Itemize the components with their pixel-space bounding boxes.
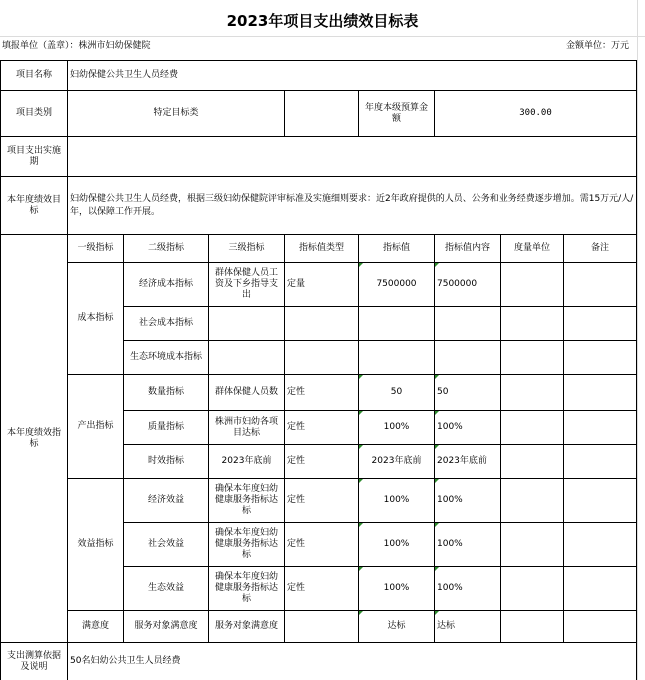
calculation-basis-label: 支出测算依据及说明 — [6, 650, 61, 672]
level1-output: 产出指标 — [77, 421, 114, 431]
unit-cell — [501, 611, 563, 642]
value-type-cell: 定量 — [287, 279, 306, 289]
unit-cell — [501, 341, 563, 374]
cell-flag-marker — [359, 445, 363, 449]
level3-cell: 2023年底前 — [221, 456, 272, 466]
header-value-content: 指标值内容 — [444, 243, 490, 253]
value-content-cell: 7500000 — [437, 279, 478, 289]
level3-cell: 确保本年度妇幼健康服务指标达标 — [214, 484, 278, 516]
unit-cell — [501, 479, 563, 522]
value-content-cell: 2023年底前 — [437, 456, 487, 466]
remark-cell — [564, 445, 636, 478]
budget-label: 年度本级预算金额 — [364, 102, 428, 124]
value-type-cell: 定性 — [287, 387, 306, 397]
project-name-label: 项目名称 — [15, 70, 52, 80]
cell-flag-marker — [359, 375, 363, 379]
remark-cell — [564, 523, 636, 566]
remark-cell — [564, 375, 636, 410]
level1-satisfaction: 满意度 — [81, 621, 109, 631]
remark-cell — [564, 341, 636, 374]
cell-flag-marker — [435, 567, 439, 571]
value-content-cell: 达标 — [437, 621, 456, 631]
sheet-gridline — [637, 0, 638, 680]
indicator-value-cell: 2023年底前 — [371, 456, 422, 466]
header-level1: 一级指标 — [77, 243, 114, 253]
value-type-cell — [285, 307, 358, 340]
indicator-value-cell: 100% — [383, 583, 410, 593]
calculation-basis-value: 50名妇幼公共卫生人员经费 — [70, 656, 181, 666]
indicator-value-cell: 50 — [390, 387, 403, 397]
annual-goal-value: 妇幼保健公共卫生人员经费，根据三级妇幼保健院评审标准及实施细则要求：近2年政府提供的人员、公务和业务经费逐步增加。需15万元/人/年，以保障工作开展。 — [70, 193, 634, 217]
remark-cell — [564, 611, 636, 642]
level3-cell: 株洲市妇幼各项目达标 — [214, 416, 278, 438]
cell-flag-marker — [359, 411, 363, 415]
level1-benefit: 效益指标 — [77, 539, 114, 549]
value-type-cell — [285, 341, 358, 374]
level3-cell: 群体保健人员工资及下乡指导支出 — [214, 268, 278, 300]
cell-flag-marker — [359, 611, 363, 615]
level2-cell: 社会效益 — [147, 539, 184, 549]
level2-cell: 时效指标 — [147, 456, 184, 466]
indicator-value-cell: 达标 — [387, 621, 406, 631]
header-level3: 三级指标 — [228, 243, 265, 253]
unit-cell — [501, 411, 563, 444]
cell-flag-marker — [359, 263, 363, 267]
level1-cost: 成本指标 — [77, 313, 114, 323]
implementation-period-label: 项目支出实施期 — [6, 145, 61, 167]
level3-cell: 群体保健人员数 — [214, 387, 278, 397]
level2-cell: 质量指标 — [147, 422, 184, 432]
page-title: 2023年项目支出绩效目标表 — [226, 11, 419, 30]
level2-cell: 服务对象满意度 — [134, 621, 198, 631]
level2-cell: 生态环境成本指标 — [129, 352, 202, 362]
unit-cell — [501, 307, 563, 340]
indicator-section-label: 本年度绩效指标 — [6, 427, 61, 449]
remark-cell — [564, 307, 636, 340]
cell-flag-marker — [435, 479, 439, 483]
level2-cell: 社会成本指标 — [138, 318, 193, 328]
header-value: 指标值 — [382, 243, 410, 253]
value-content-cell — [435, 341, 500, 374]
level3-cell: 服务对象满意度 — [214, 621, 278, 631]
remark-cell — [564, 411, 636, 444]
value-type-cell: 定性 — [287, 495, 306, 505]
indicator-value-cell — [359, 307, 434, 340]
value-type-cell — [285, 611, 358, 642]
project-category-value: 特定目标类 — [153, 108, 199, 118]
value-content-cell: 50 — [437, 387, 449, 397]
cell-flag-marker — [435, 263, 439, 267]
indicator-value-cell: 100% — [383, 539, 410, 549]
value-content-cell — [435, 307, 500, 340]
cell-flag-marker — [359, 523, 363, 527]
unit-cell — [501, 567, 563, 610]
header-level2: 二级指标 — [147, 243, 184, 253]
level3-cell — [209, 307, 284, 340]
indicator-value-cell: 100% — [383, 495, 410, 505]
value-content-cell: 100% — [437, 495, 463, 505]
level2-cell: 经济成本指标 — [138, 279, 193, 289]
level2-cell: 经济效益 — [147, 495, 184, 505]
cell-flag-marker — [435, 611, 439, 615]
project-category-label: 项目类别 — [15, 108, 52, 118]
cell-flag-marker — [435, 445, 439, 449]
value-content-cell: 100% — [437, 422, 463, 432]
cell-flag-marker — [435, 375, 439, 379]
cell-flag-marker — [359, 479, 363, 483]
project-name-value: 妇幼保健公共卫生人员经费 — [70, 70, 179, 80]
remark-cell — [564, 567, 636, 610]
header-unit: 度量单位 — [513, 243, 550, 253]
value-content-cell: 100% — [437, 583, 463, 593]
remark-cell — [564, 479, 636, 522]
header-remark: 备注 — [590, 243, 609, 253]
indicator-value-cell: 7500000 — [376, 279, 417, 289]
indicator-value-cell — [359, 341, 434, 374]
value-content-cell: 100% — [437, 539, 463, 549]
remark-cell — [564, 263, 636, 306]
unit-cell — [501, 263, 563, 306]
unit-cell — [501, 375, 563, 410]
indicator-value-cell: 100% — [383, 422, 410, 432]
value-type-cell: 定性 — [287, 583, 306, 593]
level2-cell: 数量指标 — [147, 387, 184, 397]
cell-flag-marker — [359, 567, 363, 571]
cell-flag-marker — [435, 523, 439, 527]
annual-goal-label: 本年度绩效目标 — [6, 194, 61, 216]
sheet-gridline — [0, 36, 645, 37]
unit-cell — [501, 523, 563, 566]
value-type-cell: 定性 — [287, 422, 306, 432]
level2-cell: 生态效益 — [147, 583, 184, 593]
unit-cell — [501, 445, 563, 478]
budget-value: 300.00 — [519, 108, 552, 118]
header-value-type: 指标值类型 — [298, 243, 344, 253]
level3-cell: 确保本年度妇幼健康服务指标达标 — [214, 528, 278, 560]
value-type-cell: 定性 — [287, 456, 306, 466]
level3-cell — [209, 341, 284, 374]
money-unit: 金额单位：万元 — [566, 40, 630, 51]
cell-flag-marker — [435, 411, 439, 415]
level3-cell: 确保本年度妇幼健康服务指标达标 — [214, 572, 278, 604]
reporting-unit: 填报单位（盖章）：株洲市妇幼保健院 — [2, 40, 151, 51]
implementation-period-value — [68, 137, 636, 176]
value-type-cell: 定性 — [287, 539, 306, 549]
